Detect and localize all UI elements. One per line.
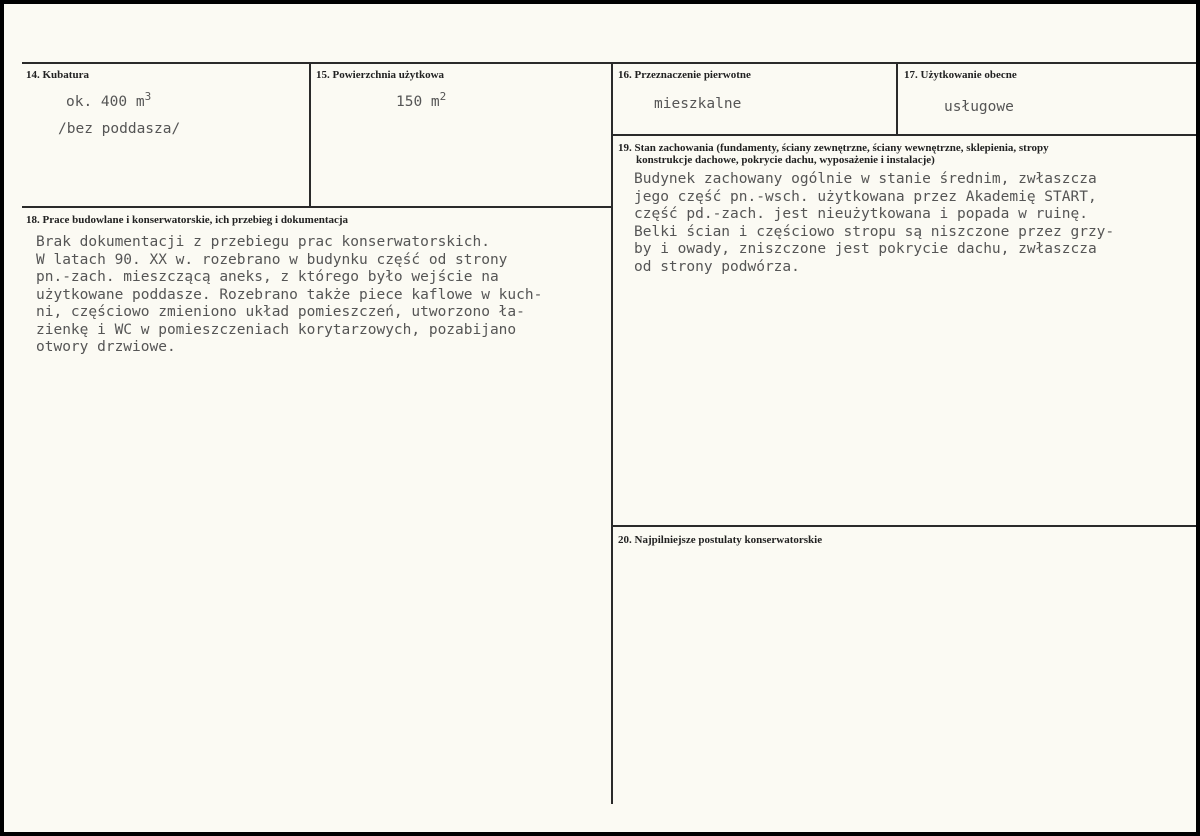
prace-line: ni, częściowo zmieniono układ pomieszczeń, utworzono ła-: [36, 304, 525, 320]
prace-line: pn.-zach. mieszczącą aneks, z którego było wejście na: [36, 269, 499, 285]
kubatura-value: [66, 90, 152, 112]
kubatura-label: 14. Kubatura: [26, 69, 89, 81]
stan-line: jego część pn.-wsch. użytkowana przez Akademię START,: [634, 188, 1097, 205]
divider-horizontal-right-upper: [612, 134, 1196, 136]
stan-line: część pd.-zach. jest nieużytkowana i popada w ruinę.: [634, 206, 1088, 222]
prace-line: Brak dokumentacji z przebiegu prac konserwatorskich.: [36, 234, 490, 250]
prace-line: użytkowane poddasze. Rozebrano także piece kaflowe w kuch-: [36, 286, 543, 303]
prace-line: W latach 90. XX w. rozebrano w budynku część od strony: [36, 251, 508, 268]
przeznaczenie-value: mieszkalne: [654, 96, 742, 112]
prace-line: otwory drzwiowe.: [36, 339, 176, 355]
uzytkowanie-value: usługowe: [944, 99, 1014, 115]
powierzchnia-label: 15. Powierzchnia użytkowa: [316, 69, 445, 81]
top-border: [22, 62, 1196, 64]
powierzchnia-value: [396, 90, 447, 112]
powierzchnia-value-text: 150 m: [396, 94, 440, 110]
stan-label-line2: konstrukcje dachowe, pokrycie dachu, wyposażenie i instalacje): [636, 154, 935, 166]
kubatura-note: /bez poddasza/: [58, 121, 181, 137]
divider-horizontal-right-lower: [612, 525, 1196, 527]
divider-vertical-left: [309, 63, 311, 206]
stan-line: Budynek zachowany ogólnie w stanie średnim, zwłaszcza: [634, 171, 1097, 187]
prace-label: 18. Prace budowlane i konserwatorskie, ich przebieg i dokumentacja: [26, 214, 349, 226]
prace-line: zienkę i WC w pomieszczeniach korytarzowych, pozabijano: [36, 321, 517, 338]
przeznaczenie-label: 16. Przeznaczenie pierwotne: [618, 69, 751, 81]
stan-line: Belki ścian i częściowo stropu są niszczone przez grzy-: [634, 223, 1115, 240]
uzytkowanie-label: 17. Użytkowanie obecne: [904, 69, 1017, 81]
kubatura-exponent: 3: [144, 90, 152, 104]
stan-text: [634, 171, 1114, 276]
divider-horizontal-left: [22, 206, 612, 208]
stan-line: od strony podwórza.: [634, 258, 800, 275]
kubatura-value-text: ok. 400 m: [66, 94, 145, 110]
record-card-page: [4, 4, 1196, 832]
prace-text: [36, 234, 542, 357]
powierzchnia-exponent: 2: [439, 90, 447, 104]
divider-vertical-right: [896, 63, 898, 134]
postulaty-label: 20. Najpilniejsze postulaty konserwatorskie: [618, 534, 823, 546]
stan-line: by i owady, zniszczone jest pokrycie dachu, zwłaszcza: [634, 241, 1097, 257]
stan-label-line1: 19. Stan zachowania (fundamenty, ściany zewnętrzne, ściany wewnętrzne, sklepienia, stropy: [618, 142, 1049, 154]
divider-vertical-main: [611, 63, 613, 804]
